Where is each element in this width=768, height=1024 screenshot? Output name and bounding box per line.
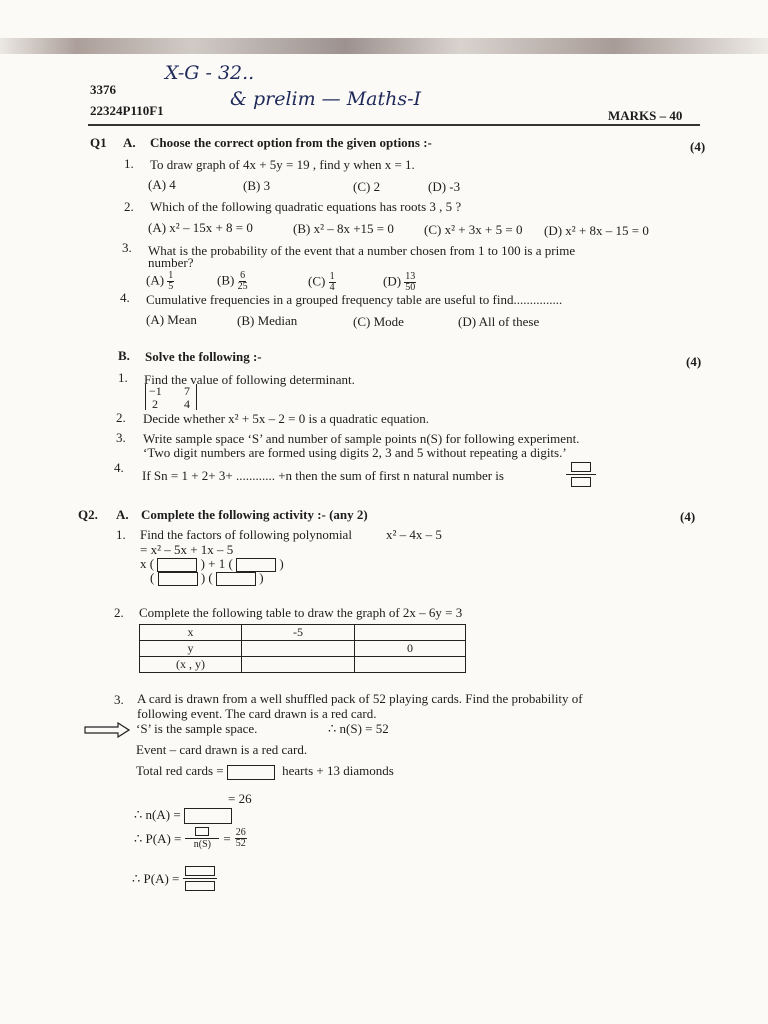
- sum-value: = 26: [228, 791, 252, 806]
- answer-box[interactable]: [571, 477, 591, 487]
- fraction-answer-box[interactable]: [566, 462, 596, 487]
- step-text: ) + 1 (: [200, 556, 233, 571]
- step-text: ) (: [200, 570, 213, 585]
- q1b-item-text: Decide whether x² + 5x – 2 = 0 is a quadratic equation.: [143, 411, 430, 426]
- fraction-denominator: 5: [168, 281, 174, 292]
- q1b-item-number: 4.: [114, 460, 124, 475]
- option: (C) 2: [353, 179, 381, 194]
- q2-item-number: 2.: [114, 605, 124, 620]
- q2-item-text: Complete the following table to draw the graph of 2x – 6y = 3: [139, 605, 463, 620]
- q2-item-number: 3.: [114, 692, 124, 707]
- q1-item-number: 2.: [124, 199, 134, 214]
- option: (B) 3: [243, 178, 271, 193]
- value-table: [139, 624, 466, 673]
- q1-b-marks: (4): [686, 354, 702, 369]
- table-cell: -5: [242, 625, 355, 641]
- total-marks: MARKS – 40: [608, 108, 683, 123]
- q2-a-title: Complete the following activity :- (any 2): [141, 507, 368, 522]
- p-a-line-1: [134, 827, 247, 850]
- sample-space-line: ‘S’ is the sample space.: [136, 721, 258, 736]
- q1-a-marks: (4): [690, 139, 706, 154]
- fraction-denominator: 25: [237, 281, 248, 292]
- fraction-numerator: 1: [329, 271, 335, 282]
- option-label: (A): [146, 272, 165, 288]
- answer-box[interactable]: [195, 827, 209, 836]
- answer-box[interactable]: [185, 881, 215, 891]
- fraction-denominator: 50: [405, 282, 416, 293]
- option-label: (C): [308, 273, 326, 289]
- det-cell: 4: [184, 397, 190, 411]
- fraction-bar: [183, 878, 217, 879]
- answer-box[interactable]: [216, 572, 256, 586]
- table-cell: (x , y): [140, 657, 242, 673]
- paper-code-top: 3376: [90, 82, 116, 97]
- fraction-numerator: 13: [405, 271, 416, 282]
- option: (B) x² – 8x +15 = 0: [293, 221, 394, 236]
- step-text: =: [223, 830, 231, 846]
- fraction-denominator: 52: [235, 838, 246, 849]
- table-cell: 0: [355, 641, 466, 657]
- handwritten-class: X-G - 32..: [165, 62, 255, 84]
- answer-box[interactable]: [158, 572, 198, 586]
- step-text: ): [259, 570, 264, 585]
- option: (D) All of these: [458, 314, 540, 329]
- option: (B) Median: [237, 313, 298, 328]
- table-cell[interactable]: [242, 657, 355, 673]
- fraction-denominator: 4: [329, 282, 335, 293]
- p-a-line-2: [132, 866, 217, 891]
- det-cell: −1: [149, 384, 162, 398]
- q2-number: Q2.: [78, 507, 98, 522]
- paper-code-bottom: 22324P110F1: [90, 103, 164, 118]
- step-text: Total red cards =: [136, 763, 224, 778]
- q1-item-number: 3.: [122, 240, 132, 255]
- step-text: hearts + 13 diamonds: [282, 763, 394, 778]
- q1-b-title: Solve the following :-: [145, 349, 262, 364]
- option-fraction: [308, 272, 336, 293]
- table-row: [140, 657, 466, 673]
- option-fraction: [217, 271, 248, 292]
- factor-step: = x² – 5x + 1x – 5: [140, 542, 234, 557]
- q1b-item-text: Write sample space ‘S’ and number of sample points n(S) for following experiment.: [143, 431, 580, 446]
- table-row: [140, 641, 466, 657]
- step-text: ∴ n(A) =: [134, 807, 181, 822]
- table-cell[interactable]: [355, 625, 466, 641]
- determinant: [145, 384, 197, 410]
- answer-box[interactable]: [227, 765, 275, 780]
- factor-step-3: [150, 570, 264, 586]
- scan-top-edge: [0, 38, 768, 54]
- option-fraction: [146, 271, 174, 292]
- q1-item-text: What is the probability of the event that a number chosen from 1 to 100 is a prime: [148, 243, 576, 258]
- step-text: ∴ P(A) =: [132, 870, 180, 886]
- n-s-value: ∴ n(S) = 52: [328, 721, 389, 736]
- det-cell: 7: [184, 384, 190, 398]
- fraction-denominator: n(S): [185, 838, 219, 850]
- option: (C) x² + 3x + 5 = 0: [424, 222, 523, 237]
- q1b-item-text: Find the value of following determinant.: [144, 372, 355, 387]
- fraction-numerator: 1: [168, 270, 174, 281]
- q2-a-marks: (4): [680, 509, 696, 524]
- q2-item-number: 1.: [116, 527, 126, 542]
- option: (A) x² – 15x + 8 = 0: [148, 220, 253, 235]
- answer-box[interactable]: [185, 866, 215, 876]
- q2-item-text-cont: following event. The card drawn is a red card.: [137, 706, 377, 721]
- step-text: x (: [140, 556, 155, 571]
- table-cell: y: [140, 641, 242, 657]
- n-a-line: [134, 807, 232, 824]
- q2-a-label: A.: [116, 507, 129, 522]
- q2-item-text: Find the factors of following polynomial: [140, 527, 352, 542]
- option: (A) Mean: [146, 312, 197, 327]
- q1b-item-text: If Sn = 1 + 2+ 3+ ............ +n then the sum of first n natural number is: [142, 468, 504, 483]
- q1-item-number: 4.: [120, 290, 130, 305]
- fraction-numerator: 6: [240, 270, 246, 281]
- polynomial: x² – 4x – 5: [386, 527, 442, 542]
- arrow-icon: [84, 722, 130, 738]
- q1-number: Q1: [90, 135, 107, 150]
- option: (D) -3: [428, 179, 461, 194]
- q1-b-label: B.: [118, 348, 130, 363]
- fraction-bar: [566, 474, 596, 475]
- option: (C) Mode: [353, 314, 404, 329]
- table-cell[interactable]: [242, 641, 355, 657]
- option-label: (B): [217, 272, 235, 288]
- option: (D) x² + 8x – 15 = 0: [544, 223, 649, 238]
- q1-a-label: A.: [123, 135, 136, 150]
- q1b-item-number: 3.: [116, 430, 126, 445]
- step-text: ): [279, 556, 284, 571]
- step-text: ∴ P(A) =: [134, 830, 182, 846]
- q1-item-text: To draw graph of 4x + 5y = 19 , find y when x = 1.: [150, 157, 415, 172]
- q1-item-number: 1.: [124, 156, 134, 171]
- header-rule: [88, 124, 700, 126]
- q1-a-title: Choose the correct option from the given options :-: [150, 135, 432, 150]
- q1-item-text: Which of the following quadratic equations has roots 3 , 5 ?: [150, 199, 462, 214]
- q1b-item-number: 2.: [116, 410, 126, 425]
- q1-item-text-cont: number?: [148, 255, 194, 270]
- event-line: Event – card drawn is a red card.: [136, 742, 308, 757]
- answer-box[interactable]: [571, 462, 591, 472]
- option-fraction: [383, 272, 416, 293]
- table-cell: x: [140, 625, 242, 641]
- table-row: [140, 625, 466, 641]
- answer-box[interactable]: [184, 808, 232, 824]
- q1b-item-text-cont: ‘Two digit numbers are formed using digits 2, 3 and 5 without repeating a digits.’: [143, 445, 567, 460]
- option-label: (D): [383, 273, 402, 289]
- handwritten-subject: & prelim — Maths-I: [230, 88, 422, 110]
- q2-item-text: A card is drawn from a well shuffled pack of 52 playing cards. Find the probability of: [137, 691, 583, 706]
- total-red-line: [136, 763, 394, 780]
- step-text: (: [150, 570, 155, 585]
- q1b-item-number: 1.: [118, 370, 128, 385]
- det-cell: 2: [152, 397, 158, 411]
- q1-item-text: Cumulative frequencies in a grouped frequency table are useful to find...............: [146, 292, 563, 307]
- option: (A) 4: [148, 177, 176, 192]
- fraction-numerator: 26: [235, 827, 246, 838]
- table-cell[interactable]: [355, 657, 466, 673]
